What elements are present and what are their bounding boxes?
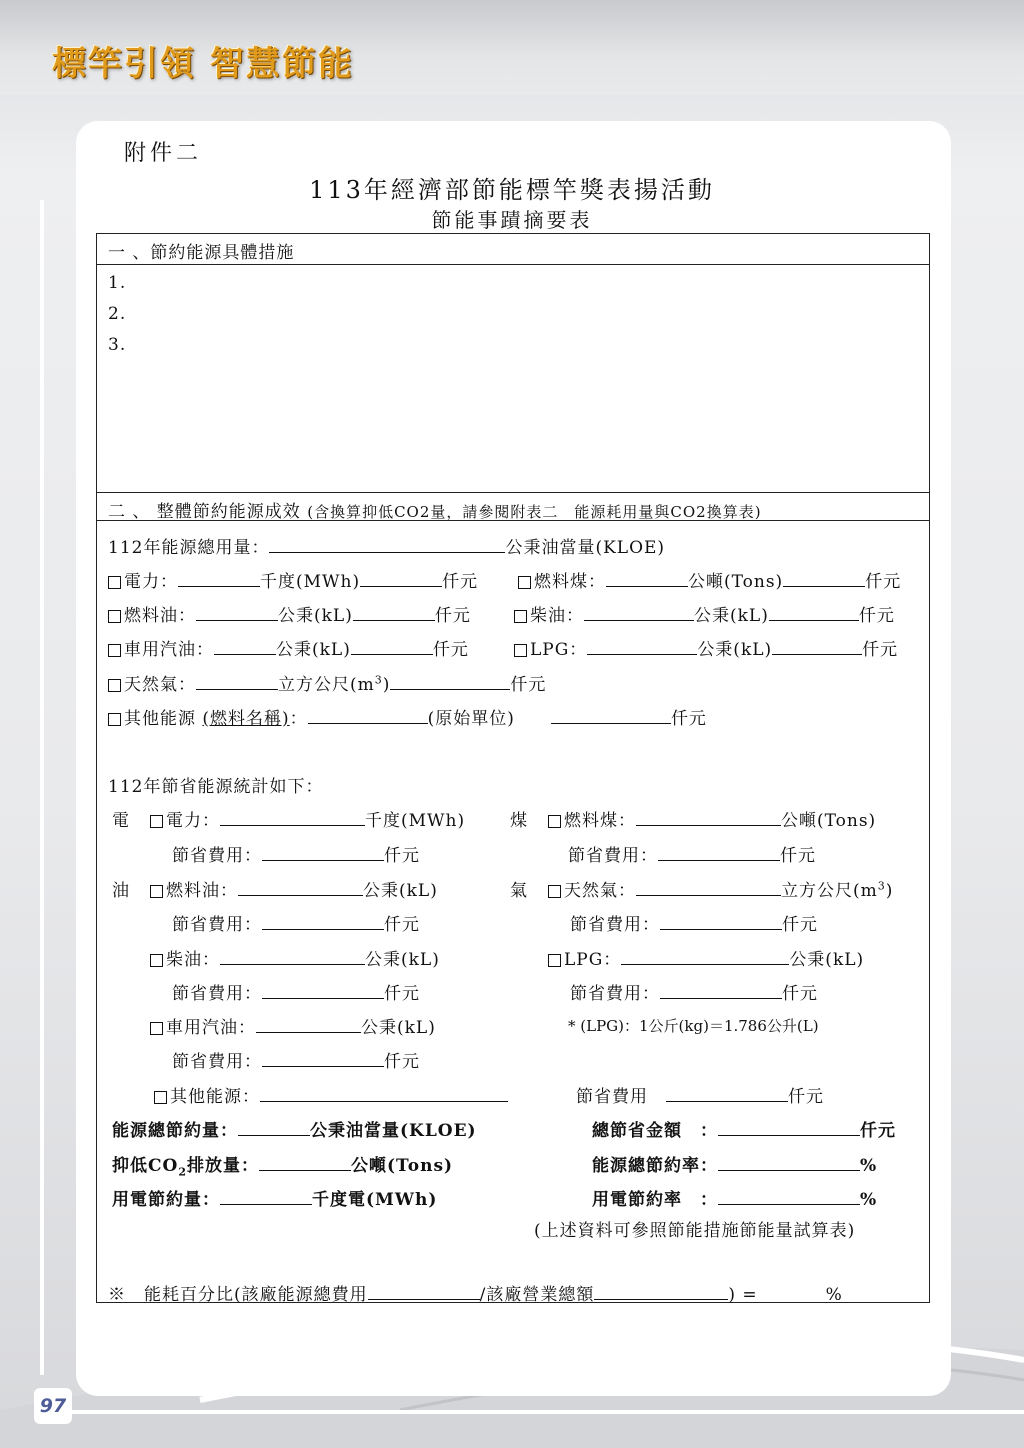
diesel-row: 柴油： 公秉(kL) 仟元 — [514, 601, 895, 626]
checkbox[interactable] — [518, 576, 531, 589]
blank-field[interactable] — [621, 946, 789, 965]
checkbox[interactable] — [150, 815, 163, 828]
saving-lpg-row: LPG： 公秉(kL) — [548, 945, 864, 970]
checkbox[interactable] — [548, 815, 561, 828]
blank-field[interactable] — [666, 1083, 788, 1102]
blank-field[interactable] — [262, 842, 384, 861]
blank-field[interactable] — [260, 1083, 508, 1102]
blank-field[interactable] — [368, 1281, 480, 1300]
category-coal: 煤 — [510, 811, 528, 831]
list-item[interactable]: 3. — [108, 335, 127, 355]
total-saving-row: 能源總節約量： 公秉油當量(KLOE) — [112, 1116, 477, 1141]
saving-cost-row: 節省費用： 仟元 — [172, 910, 420, 935]
blank-field[interactable] — [262, 911, 384, 930]
checkbox[interactable] — [108, 713, 121, 726]
checkbox[interactable] — [154, 1091, 167, 1104]
blank-field[interactable] — [718, 1117, 860, 1136]
section1-heading: 一 、節約能源具體措施 — [108, 243, 295, 263]
blank-field[interactable] — [390, 671, 510, 690]
saving-cost-row: 節省費用 仟元 — [576, 1082, 824, 1107]
saving-cost-row: 節省費用： 仟元 — [568, 841, 816, 866]
page-number: 97 — [34, 1388, 72, 1424]
gasoline-row: 車用汽油： 公秉(kL) 仟元 — [108, 635, 469, 660]
blank-field[interactable] — [360, 568, 442, 587]
attachment-label: 附件二 — [124, 141, 203, 166]
elec-saving-row: 用電節約量： 千度電(MWh) — [112, 1185, 437, 1210]
checkbox[interactable] — [108, 644, 121, 657]
blank-field[interactable] — [584, 602, 694, 621]
blank-field[interactable] — [220, 1186, 312, 1205]
list-item[interactable]: 2. — [108, 304, 127, 324]
blank-field[interactable] — [269, 534, 505, 553]
checkbox[interactable] — [108, 679, 121, 692]
page-frame-left — [40, 200, 44, 1375]
blank-field[interactable] — [262, 1048, 384, 1067]
blank-field[interactable] — [214, 636, 276, 655]
blank-field[interactable] — [772, 636, 862, 655]
saving-cost-row: 節省費用： 仟元 — [570, 979, 818, 1004]
blank-field[interactable] — [220, 807, 365, 826]
page-subtitle: 節能事蹟摘要表 — [431, 208, 593, 232]
saving-cost-row: 節省費用： 仟元 — [172, 1047, 420, 1072]
lpg-note: * (LPG)：1公斤(kg)＝1.786公升(L) — [568, 1017, 819, 1035]
saving-gas-row: 天然氣： 立方公尺$(m^3)$ — [548, 876, 893, 901]
saving-rate-row: 能源總節約率： % — [592, 1151, 877, 1176]
blank-field[interactable] — [196, 671, 278, 690]
blank-field[interactable] — [587, 636, 697, 655]
page-frame-bottom — [40, 1410, 1024, 1414]
blank-field[interactable] — [238, 1117, 310, 1136]
checkbox[interactable] — [548, 954, 561, 967]
checkbox[interactable] — [150, 1022, 163, 1035]
blank-field[interactable] — [769, 602, 859, 621]
checkbox[interactable] — [108, 610, 121, 623]
checkbox[interactable] — [150, 885, 163, 898]
page-title: 113年經濟部節能標竿獎表揚活動 — [309, 176, 715, 204]
blank-field[interactable] — [718, 1152, 860, 1171]
fuel-oil-row: 燃料油： 公秉(kL) 仟元 — [108, 601, 471, 626]
blank-field[interactable] — [606, 568, 688, 587]
saving-gasoline-row: 車用汽油： 公秉(kL) — [150, 1013, 436, 1038]
blank-field[interactable] — [351, 636, 433, 655]
blank-field[interactable] — [256, 1014, 361, 1033]
blank-field[interactable] — [551, 705, 671, 724]
blank-field[interactable] — [660, 911, 782, 930]
list-item[interactable]: 1. — [108, 273, 127, 293]
total-use-row: 112年能源總用量： 公秉油當量(KLOE) — [108, 533, 665, 558]
checkbox[interactable] — [514, 610, 527, 623]
blank-field[interactable] — [308, 705, 428, 724]
saving-other-row: 其他能源： — [154, 1082, 508, 1107]
saving-cost-row: 節省費用： 仟元 — [172, 979, 420, 1004]
category-gas: 氣 — [510, 881, 528, 901]
blank-field[interactable] — [220, 946, 365, 965]
electric-row: 電力： 千度(MWh) 仟元 — [108, 567, 478, 592]
co2-row: 抑低$CO_2$排放量： 公噸(Tons) — [112, 1151, 453, 1178]
reference-note: (上述資料可參照節能措施節能量試算表) — [534, 1221, 856, 1241]
blank-field[interactable] — [178, 568, 260, 587]
divider — [96, 264, 930, 265]
category-electric: 電 — [112, 811, 130, 831]
natural-gas-row: 天然氣： 立方公尺$(m^3)$ 仟元 — [108, 670, 546, 695]
divider — [96, 492, 930, 493]
blank-field[interactable] — [594, 1281, 728, 1300]
checkbox[interactable] — [150, 954, 163, 967]
checkbox[interactable] — [548, 885, 561, 898]
saving-diesel-row: 柴油： 公秉(kL) — [150, 945, 440, 970]
blank-field[interactable] — [636, 807, 781, 826]
banner-title: 標竿引領 智慧節能 — [52, 44, 354, 84]
elec-rate-row: 用電節約率 ： % — [592, 1185, 877, 1210]
total-amount-row: 總節省金額 ： 仟元 — [592, 1116, 896, 1141]
saving-fuel-oil-row: 燃料油： 公秉(kL) — [150, 876, 438, 901]
blank-field[interactable] — [718, 1186, 860, 1205]
blank-field[interactable] — [636, 877, 781, 896]
checkbox[interactable] — [514, 644, 527, 657]
blank-field[interactable] — [658, 842, 780, 861]
category-oil: 油 — [112, 881, 130, 901]
blank-field[interactable] — [238, 877, 363, 896]
saving-electric-row: 電力： 千度(MWh) — [150, 806, 465, 831]
blank-field[interactable] — [783, 568, 865, 587]
blank-field[interactable] — [660, 980, 782, 999]
form-table — [96, 233, 930, 1303]
blank-field[interactable] — [259, 1152, 351, 1171]
blank-field[interactable] — [353, 602, 435, 621]
coal-row: 燃料煤： 公噸(Tons) 仟元 — [518, 567, 901, 592]
saving-cost-row: 節省費用： 仟元 — [172, 841, 420, 866]
ratio-row: ※ 能耗百分比(該廠能源總費用 /該廠營業總額 ) = % — [108, 1280, 843, 1305]
saving-coal-row: 燃料煤： 公噸(Tons) — [548, 806, 876, 831]
checkbox[interactable] — [108, 576, 121, 589]
savings-heading: 112年節省能源統計如下： — [108, 777, 324, 797]
section2-heading: 二 、 整體節約能源成效 (含換算抑低CO2量，請參閱附表二 能源耗用量與CO2換算表) — [108, 502, 762, 522]
blank-field[interactable] — [196, 602, 278, 621]
blank-field[interactable] — [262, 980, 384, 999]
saving-cost-row: 節省費用： 仟元 — [570, 910, 818, 935]
other-energy-row: 其他能源 (燃料名稱)： (原始單位) 仟元 — [108, 704, 707, 729]
lpg-row: LPG： 公秉(kL) 仟元 — [514, 635, 898, 660]
